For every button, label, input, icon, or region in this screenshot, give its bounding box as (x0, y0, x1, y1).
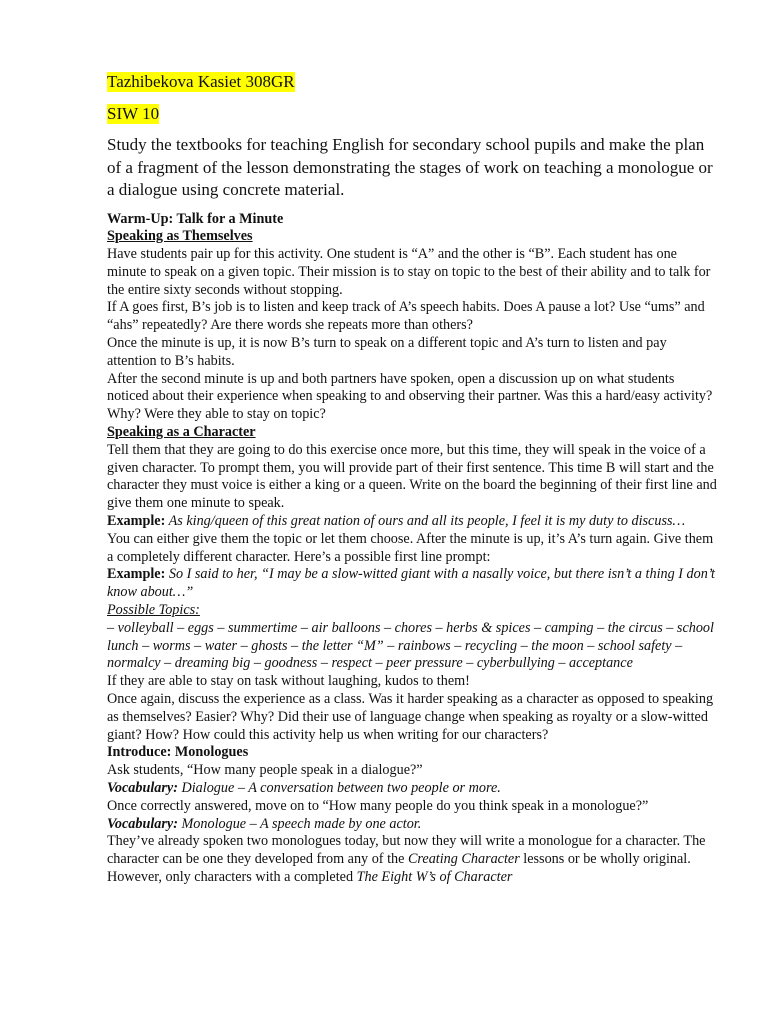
paragraph: Ask students, “How many people speak in a dialogue?” (107, 762, 423, 779)
vocabulary-label: Vocabulary: (107, 815, 178, 832)
vocabulary-label: Vocabulary: (107, 780, 178, 796)
paragraph: Tell them that they are going to do this exercise once more, but this time, they will speak in the voice of a given character. To prompt them, you will provide part of their first sentence. This time B will start and the character they must voice is either a king or a queen. Write on the board the beginning of their first line and give them one minute to speak. (107, 441, 717, 512)
example-text: So I said to her, “I may be a slow-witted giant with a nasally voice, but there isn’t a thing I don’t know about…” (107, 566, 715, 601)
paragraph: If A goes first, B’s job is to listen and keep track of A’s speech habits. Does A pause a lot? Use “ums” and “ahs” repeatedly? Are there words she repeats more than others? (107, 299, 705, 334)
paragraph: Once the minute is up, it is now B’s turn to speak on a different topic and A’s turn to listen and pay attention to B’s habits. (107, 335, 667, 369)
paragraph (107, 833, 719, 886)
example-text: As king/queen of this great nation of ours and all its people, I feel it is my duty to discuss… (165, 513, 686, 530)
paragraph: After the second minute is up and both partners have spoken, open a discussion up on what students noticed about their experience when speaking to and observing their partner. Was this a hard/easy activity? Why? Were they able to stay on topic? (107, 370, 713, 423)
example-1 (107, 513, 719, 531)
example-2 (107, 566, 719, 602)
paragraph: Once correctly answered, move on to “How many people do you think speak in a monologue?” (107, 797, 649, 814)
author-name-highlight: Tazhibekova Kasiet 308GR (107, 72, 295, 91)
lesson-body (107, 211, 719, 887)
monologues-heading: Introduce: Monologues (107, 744, 249, 761)
vocabulary-1 (107, 780, 719, 798)
topics-label: Possible Topics: (107, 602, 200, 619)
topics-list: – volleyball – eggs – summertime – air balloons – chores – herbs & spices – camping – the circus – school lunch – worms – water – ghosts – the letter “M” – rainbows – recycling – the moon – school safety – normalcy – dreaming big – goodness – respect – peer pressure – cyberbullying – acceptance (107, 619, 714, 672)
vocabulary-text: Dialogue – A conversation between two people or more. (177, 780, 501, 796)
author-line (107, 72, 718, 92)
paragraph: If they are able to stay on task without laughing, kudos to them! (107, 673, 470, 690)
example-label: Example: (107, 513, 166, 530)
siw-line (107, 104, 718, 124)
paragraph: Have students pair up for this activity. One student is “A” and the other is “B”. Each student has one minute to speak on a given topic. Their mission is to stay on topic to the best of their ability and to talk for the entire sixty seconds without stopping. (107, 246, 711, 298)
subheading-character: Speaking as a Character (107, 424, 256, 441)
siw-title-highlight: SIW 10 (107, 104, 160, 123)
warmup-heading: Warm-Up: Talk for a Minute (107, 210, 284, 227)
lesson-title: The Eight W’s of Character (356, 868, 513, 885)
paragraph: Once again, discuss the experience as a class. Was it harder speaking as a character as opposed to speaking as themselves? Easier? Why? Did their use of language change when speaking as royalty or a slow-witted giant? How? How could this activity help us when writing for our characters? (107, 691, 714, 743)
vocabulary-2 (107, 816, 719, 834)
vocabulary-text: Monologue – A speech made by one actor. (177, 815, 422, 832)
text-run: They’ve already spoken two monologues today, but now they will write a monologue for a character. The character can be one they developed from any of the (107, 833, 706, 868)
text-run: lessons or be wholly original. However, only characters with a completed (107, 851, 691, 885)
subheading-themselves: Speaking as Themselves (107, 228, 253, 245)
example-label: Example: (107, 566, 166, 583)
paragraph: You can either give them the topic or let them choose. After the minute is up, it’s A’s turn again. Give them a completely different character. Here’s a possible first line prompt: (107, 530, 714, 565)
task-statement: Study the textbooks for teaching English for secondary school pupils and make the plan of a fragment of the lesson demonstrating the stages of work on teaching a monologue or a dialogue using concrete material. (107, 135, 713, 199)
lesson-title: Creating Character (407, 851, 520, 868)
